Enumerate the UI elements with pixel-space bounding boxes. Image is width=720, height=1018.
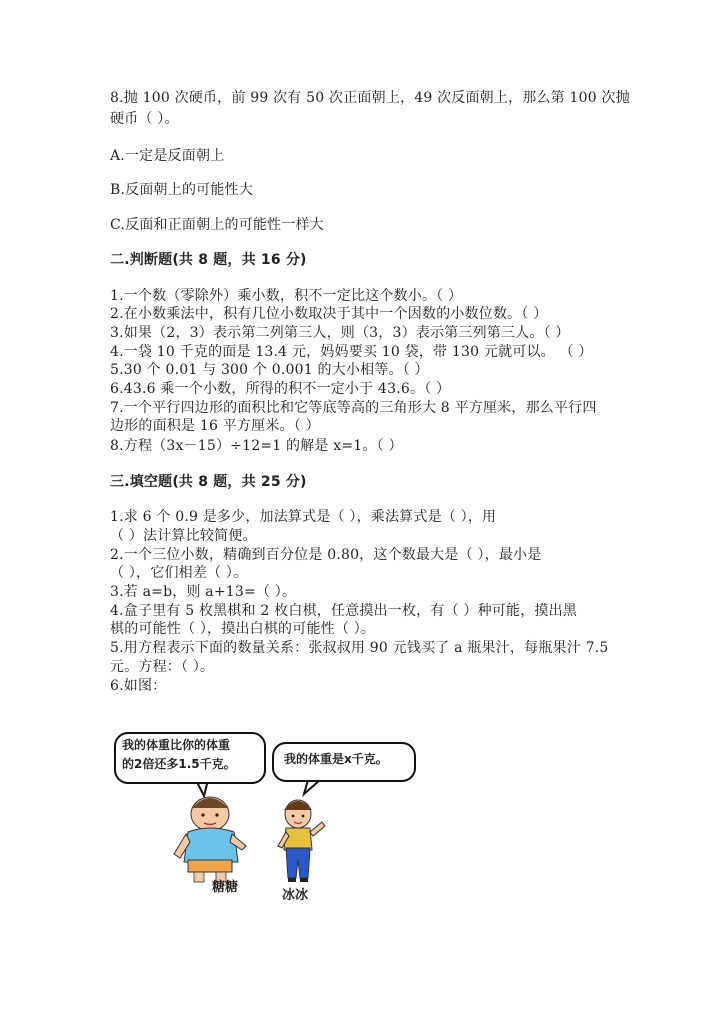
- q8-option-a: A.一定是反面朝上: [110, 148, 225, 164]
- fill-item-3: 3.若 a=b，则 a+13=（ ）。: [110, 584, 297, 600]
- judge-item-5: 5.30 个 0.01 与 300 个 0.001 的大小相等。（ ）: [110, 362, 429, 378]
- speech-bubble-left-line1: 我的体重比你的体重: [122, 738, 231, 752]
- fill-item-1-line2: （ ）法计算比较简便。: [110, 528, 257, 544]
- judge-item-4: 4.一袋 10 千克的面是 13.4 元，妈妈要买 10 袋，带 130 元就可以。 （ ）: [110, 344, 593, 360]
- judge-item-1: 1.一个数（零除外）乘小数，积不一定比这个数小。（ ）: [110, 288, 463, 304]
- judge-item-6: 6.43.6 乘一个小数，所得的积不一定小于 43.6。（ ）: [110, 381, 451, 397]
- q8-option-b: B.反面朝上的可能性大: [110, 182, 253, 198]
- q8-stem-line1: 8.抛 100 次硬币，前 99 次有 50 次正面朝上，49 次反面朝上，那么第 100 次抛: [110, 90, 630, 106]
- judge-item-7-line2: 边形的面积是 16 平方厘米。（ ）: [110, 418, 320, 434]
- q8-stem-line2: 硬币（ ）。: [110, 111, 179, 127]
- fill-item-6: 6.如图：: [110, 678, 167, 694]
- character-name-right: 冰冰: [282, 888, 309, 903]
- q8-option-c: C.反面和正面朝上的可能性一样大: [110, 217, 324, 233]
- judge-item-8: 8.方程（3x－15）÷12=1 的解是 x=1。（ ）: [110, 438, 403, 454]
- section-2-heading: 二.判断题(共 8 题，共 16 分): [110, 252, 307, 268]
- fill-item-2-line2: （ ），它们相差（ ）。: [110, 565, 248, 581]
- judge-item-3: 3.如果（2，3）表示第二列第三人，则（3，3）表示第三列第三人。（ ）: [110, 325, 570, 341]
- speech-bubble-left-line2: 的2倍还多1.5千克。: [122, 757, 236, 771]
- weight-comparison-illustration: [108, 722, 408, 902]
- judge-item-7-line1: 7.一个平行四边形的面积比和它等底等高的三角形大 8 平方厘米，那么平行四: [110, 400, 597, 416]
- speech-bubble-left: [114, 732, 266, 784]
- chubby-boy-figure: [174, 797, 246, 882]
- fill-item-4-line2: 棋的可能性（ ），摸出白棋的可能性（ ）。: [110, 621, 376, 637]
- fill-item-4-line1: 4.盒子里有 5 枚黑棋和 2 枚白棋，任意摸出一枚，有（ ）种可能，摸出黑: [110, 603, 578, 619]
- section-3-heading: 三.填空题(共 8 题，共 25 分): [110, 474, 307, 490]
- speech-bubble-right: [272, 742, 416, 782]
- judge-item-2: 2.在小数乘法中，积有几位小数取决于其中一个因数的小数位数。（ ）: [110, 306, 548, 322]
- fill-item-5-line1: 5.用方程表示下面的数量关系：张叔叔用 90 元钱买了 a 瓶果汁，每瓶果汁 7.5: [110, 640, 609, 656]
- slim-boy-figure: [278, 800, 325, 882]
- fill-item-5-line2: 元。方程：（ ）。: [110, 659, 215, 675]
- fill-item-1-line1: 1.求 6 个 0.9 是多少，加法算式是（ ），乘法算式是（ ），用: [110, 509, 497, 525]
- character-name-left: 糖糖: [212, 880, 239, 895]
- fill-item-2-line1: 2.一个三位小数，精确到百分位是 0.80，这个数最大是（ ），最小是: [110, 547, 542, 563]
- speech-bubble-right-text: 我的体重是x千克。: [284, 752, 388, 766]
